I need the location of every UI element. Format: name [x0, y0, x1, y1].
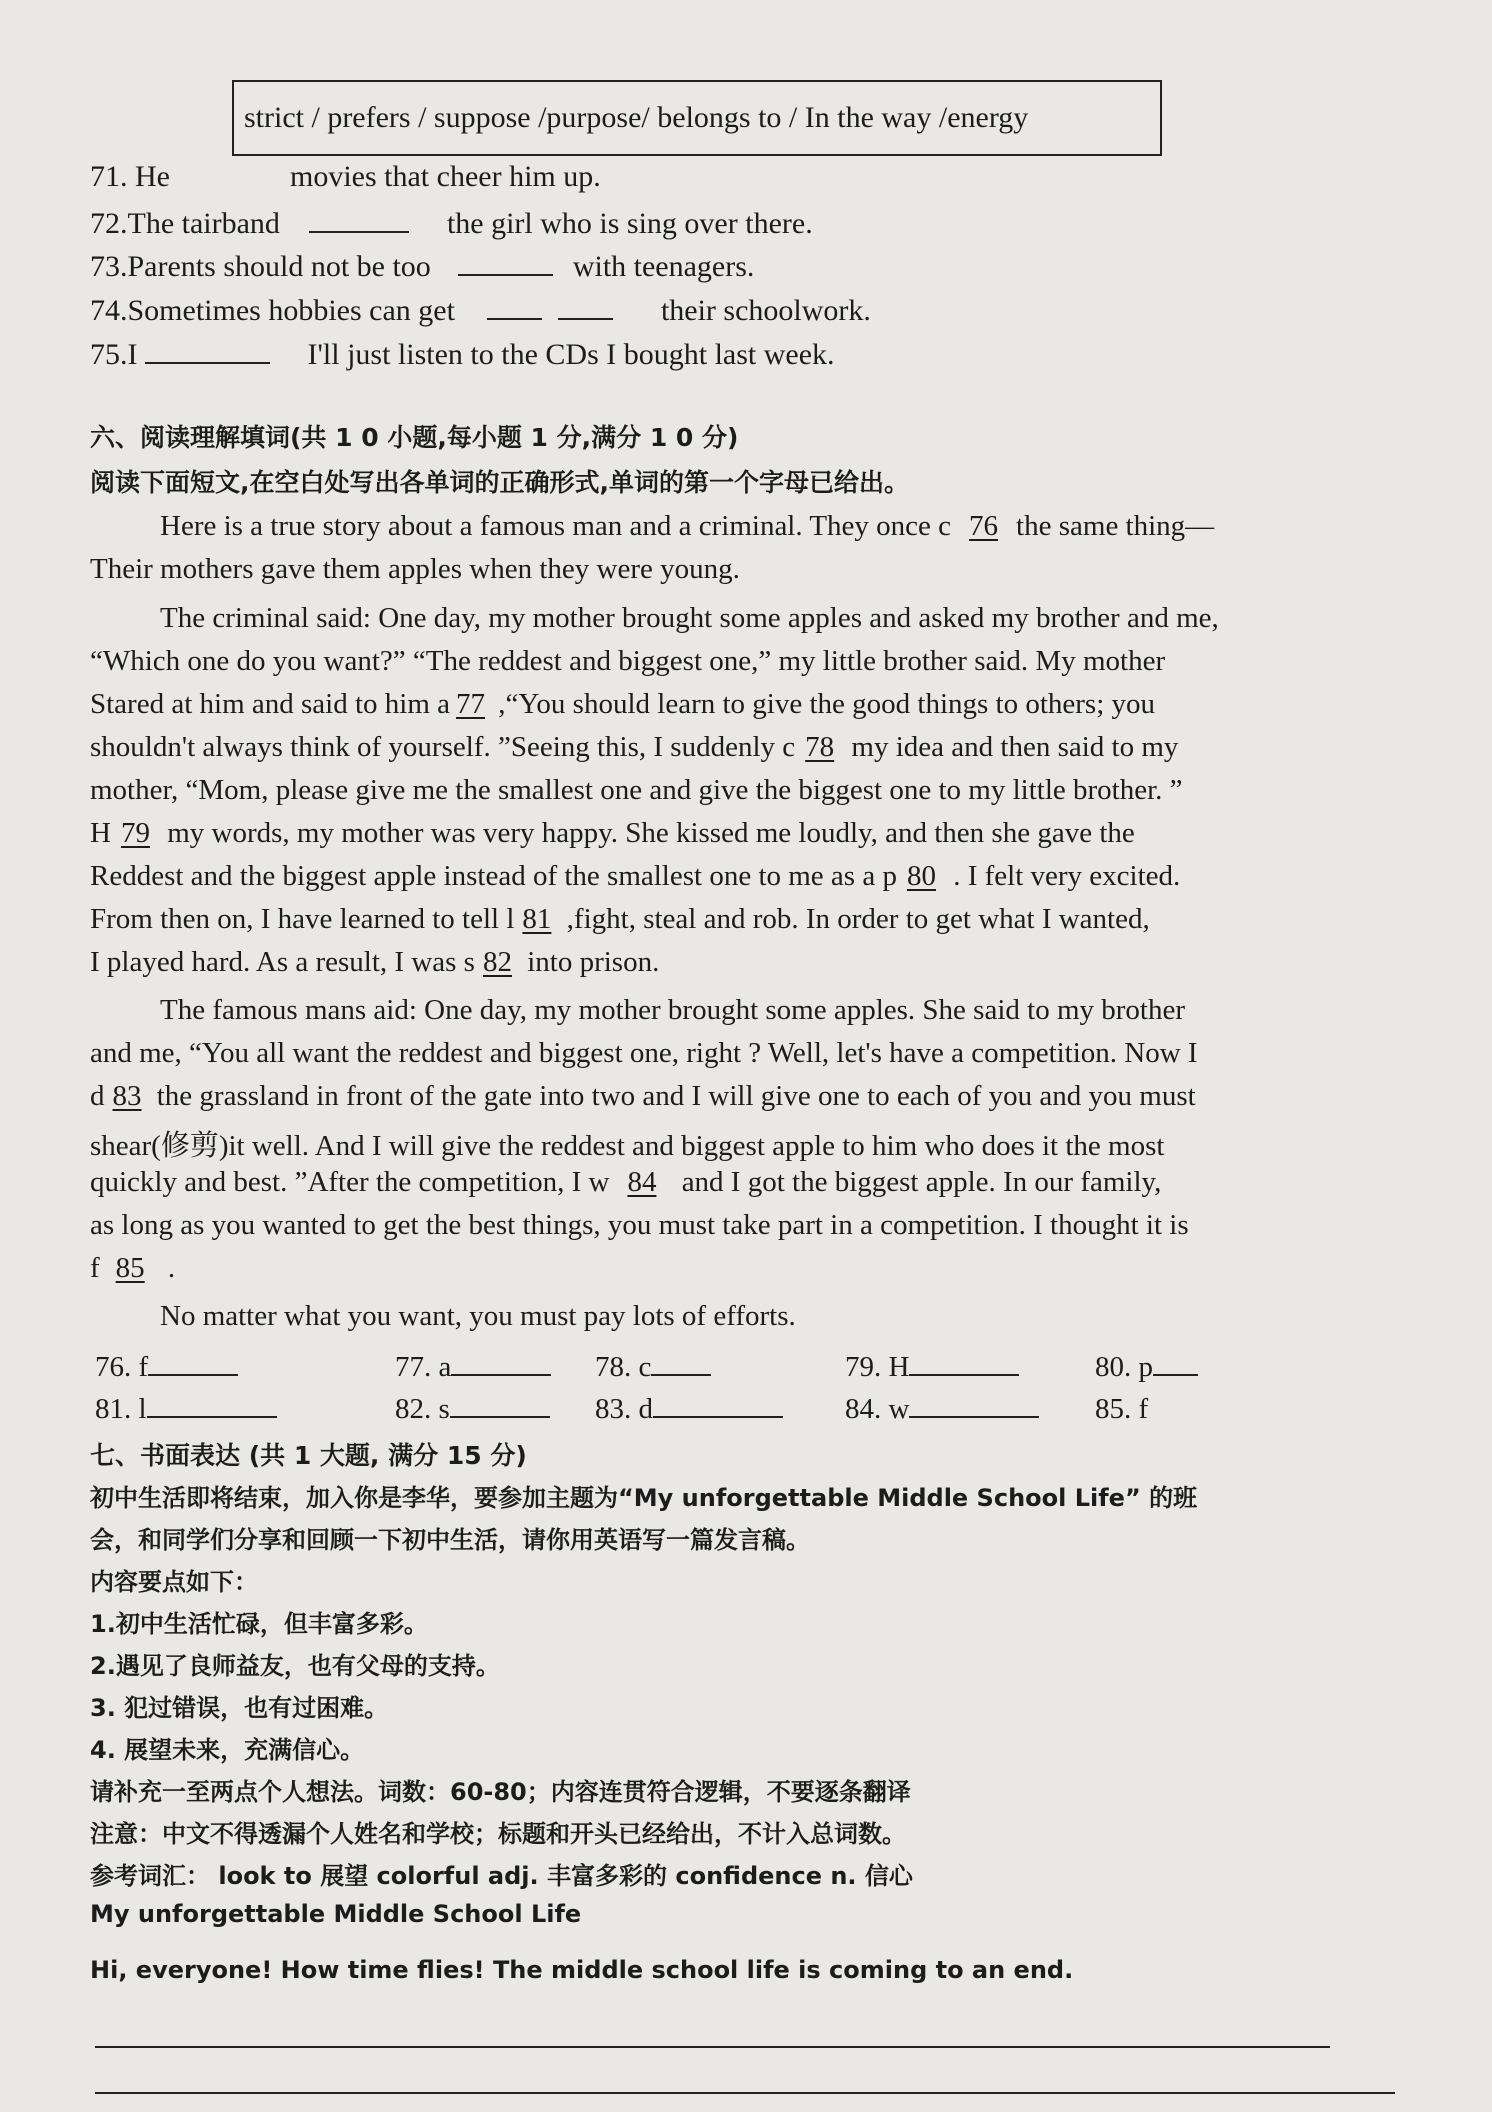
passage-line: The criminal said: One day, my mother brought some apples and asked my brother and me,: [160, 602, 1219, 634]
answer-item: [595, 1350, 845, 1384]
passage-text: my idea and then said to my: [844, 731, 1179, 763]
question-74-rest: their schoolwork.: [660, 294, 871, 327]
answer-blank[interactable]: [458, 250, 553, 276]
section-7-line: 2.遇见了良师益友，也有父母的支持。: [90, 1652, 500, 1680]
passage-line: [90, 903, 1150, 936]
section-7-title: 七、书面表达 (共 1 大题, 满分 15 分): [90, 1441, 527, 1470]
answer-blank[interactable]: [487, 294, 542, 320]
passage-text: f: [90, 1252, 100, 1284]
blank-number: 76: [969, 510, 999, 542]
section-7-line: 4. 展望未来，充满信心。: [90, 1736, 365, 1764]
answer-blank[interactable]: [558, 294, 613, 320]
passage-line: and me, “You all want the reddest and biggest one, right ? Well, let's have a competition. Now I: [90, 1037, 1198, 1069]
answer-blank[interactable]: [147, 1392, 277, 1418]
word-bank-box: strict / prefers / suppose /purpose/ belongs to / In the way /energy: [232, 80, 1162, 156]
blank-number: 78: [805, 731, 835, 763]
question-72-stem: 72.The tairband: [90, 207, 280, 240]
essay-title: My unforgettable Middle School Life: [90, 1900, 582, 1928]
passage-text: H: [90, 817, 111, 849]
passage-line: [90, 1252, 175, 1285]
answer-blank[interactable]: [653, 1392, 783, 1418]
answer-item: [95, 1350, 395, 1384]
blank-number: 85: [115, 1252, 145, 1284]
passage-text: ,fight, steal and rob. In order to get what I wanted,: [559, 903, 1150, 935]
question-71: [90, 160, 601, 194]
passage-line: as long as you wanted to get the best things, you must take part in a competition. I thought it is: [90, 1209, 1189, 1241]
passage-line: mother, “Mom, please give me the smallest one and give the biggest one to my little brother. ”: [90, 774, 1183, 806]
passage-line: The famous mans aid: One day, my mother brought some apples. She said to my brother: [160, 994, 1185, 1026]
section-7-line: 请补充一至两点个人想法。词数：60-80；内容连贯符合逻辑，不要逐条翻译: [90, 1778, 911, 1806]
answer-label: 79. H: [845, 1351, 910, 1383]
answer-blank[interactable]: [451, 1350, 551, 1376]
section-7-line: 3. 犯过错误，也有过困难。: [90, 1694, 389, 1722]
answer-blank[interactable]: [145, 338, 270, 364]
answer-row-2: [95, 1392, 1255, 1426]
answer-blank[interactable]: [909, 1350, 1019, 1376]
blank-number: 80: [906, 860, 936, 892]
answer-blank[interactable]: [450, 1392, 550, 1418]
section-7-line: 参考词汇： look to 展望 colorful adj. 丰富多彩的 confidence n. 信心: [90, 1862, 913, 1890]
passage-text: d: [90, 1080, 105, 1112]
passage-text: I played hard. As a result, I was s: [90, 946, 475, 978]
passage-line: [160, 510, 1214, 543]
section-6-instruction: 阅读下面短文,在空白处写出各单词的正确形式,单词的第一个字母已给出。: [90, 468, 909, 497]
blank-number: 83: [112, 1080, 142, 1112]
answer-blank[interactable]: [309, 207, 409, 233]
passage-line: shear(修剪)it well. And I will give the reddest and biggest apple to him who does it the most: [90, 1130, 1165, 1162]
answer-item: [845, 1392, 1095, 1426]
answer-item: [395, 1392, 575, 1426]
passage-line: Their mothers gave them apples when they were young.: [90, 553, 740, 585]
passage-line: [90, 860, 1180, 893]
passage-text: Here is a true story about a famous man and a criminal. They once: [160, 510, 939, 542]
passage-text: ,“You should learn to give the good things to others; you: [491, 688, 1156, 720]
answer-label: 84. w: [845, 1393, 910, 1425]
passage-text: into prison.: [519, 946, 660, 978]
passage-text: .: [160, 1252, 176, 1284]
answer-label: 80. p: [1095, 1351, 1153, 1383]
question-75-stem: 75.I: [90, 338, 138, 371]
blank-number: 77: [456, 688, 486, 720]
answer-label: 78. c: [595, 1351, 652, 1383]
section-7-line: 初中生活即将结束，加入你是李华，要参加主题为“My unforgettable Middle School Life” 的班: [90, 1484, 1198, 1512]
answer-label: 85. f: [1095, 1393, 1149, 1425]
passage-text: . I felt very excited.: [945, 860, 1181, 892]
passage-line: [90, 731, 1178, 764]
blank-number: 79: [120, 817, 150, 849]
answer-item: [95, 1392, 395, 1426]
question-71-stem: 71. He: [90, 160, 170, 193]
passage-text: Stared at him and said to him a: [90, 688, 451, 720]
writing-line[interactable]: [95, 2092, 1395, 2094]
question-75: [90, 338, 835, 372]
question-73-stem: 73.Parents should not be too: [90, 250, 431, 283]
question-71-rest: movies that cheer him up.: [289, 160, 601, 193]
section-7-line: 内容要点如下：: [90, 1568, 258, 1596]
question-73-rest: with teenagers.: [572, 250, 755, 283]
passage-line: “Which one do you want?” “The reddest and biggest one,” my little brother said. My mother: [90, 645, 1166, 677]
blank-letter: c: [938, 510, 952, 542]
section-7-line: 注意：中文不得透漏个人姓名和学校；标题和开头已经给出，不计入总词数。: [90, 1820, 906, 1848]
answer-blank[interactable]: [651, 1350, 711, 1376]
passage-text: the grassland in front of the gate into two and I will give one to each of you and you must: [149, 1080, 1196, 1112]
section-6-title: 六、阅读理解填词(共 1 0 小题,每小题 1 分,满分 1 0 分): [90, 423, 739, 452]
passage-line: [90, 1166, 1161, 1199]
answer-item: [1095, 1393, 1255, 1426]
answer-item: [1095, 1350, 1255, 1384]
passage-text: and I got the biggest apple. In our family,: [674, 1166, 1162, 1198]
passage-line: [90, 688, 1155, 721]
blank-number: 82: [482, 946, 512, 978]
passage-line: [90, 1080, 1196, 1113]
question-72: [90, 207, 813, 241]
passage-text: Reddest and the biggest apple instead of the smallest one to me as a p: [90, 860, 897, 892]
blank-number: 81: [522, 903, 552, 935]
passage-line: [90, 817, 1135, 850]
question-74-stem: 74.Sometimes hobbies can get: [90, 294, 455, 327]
answer-row-1: [95, 1350, 1255, 1384]
passage-text: my words, my mother was very happy. She kissed me loudly, and then she gave the: [159, 817, 1135, 849]
answer-label: 82. s: [395, 1393, 450, 1425]
section-7-line: 1.初中生活忙碌，但丰富多彩。: [90, 1610, 428, 1638]
passage-text: From then on, I have learned to tell l: [90, 903, 515, 935]
passage-text: shouldn't always think of yourself. ”Seeing this, I suddenly c: [90, 731, 796, 763]
passage-text: the same thing—: [1016, 510, 1215, 542]
question-72-rest: the girl who is sing over there.: [446, 207, 813, 240]
question-73: [90, 250, 754, 284]
passage-line: No matter what you want, you must pay lots of efforts.: [160, 1300, 796, 1332]
answer-blank[interactable]: [909, 1392, 1039, 1418]
answer-item: [845, 1350, 1095, 1384]
passage-text: quickly and best. ”After the competition, I w: [90, 1166, 610, 1198]
answer-blank[interactable]: [1153, 1350, 1198, 1376]
writing-line[interactable]: [95, 2046, 1330, 2048]
answer-label: 83. d: [595, 1393, 653, 1425]
question-75-rest: I'll just listen to the CDs I bought last week.: [307, 338, 835, 371]
question-74: [90, 294, 871, 328]
answer-label: 76. f: [95, 1351, 149, 1383]
section-7-line: 会，和同学们分享和回顾一下初中生活，请你用英语写一篇发言稿。: [90, 1526, 810, 1554]
answer-blank[interactable]: [148, 1350, 238, 1376]
answer-item: [395, 1350, 575, 1384]
blank-number: 84: [627, 1166, 657, 1198]
answer-label: 81. l: [95, 1393, 147, 1425]
passage-line: [90, 946, 659, 979]
essay-opening: Hi, everyone! How time flies! The middle school life is coming to an end.: [90, 1956, 1074, 1984]
answer-item: [595, 1392, 845, 1426]
answer-label: 77. a: [395, 1351, 452, 1383]
